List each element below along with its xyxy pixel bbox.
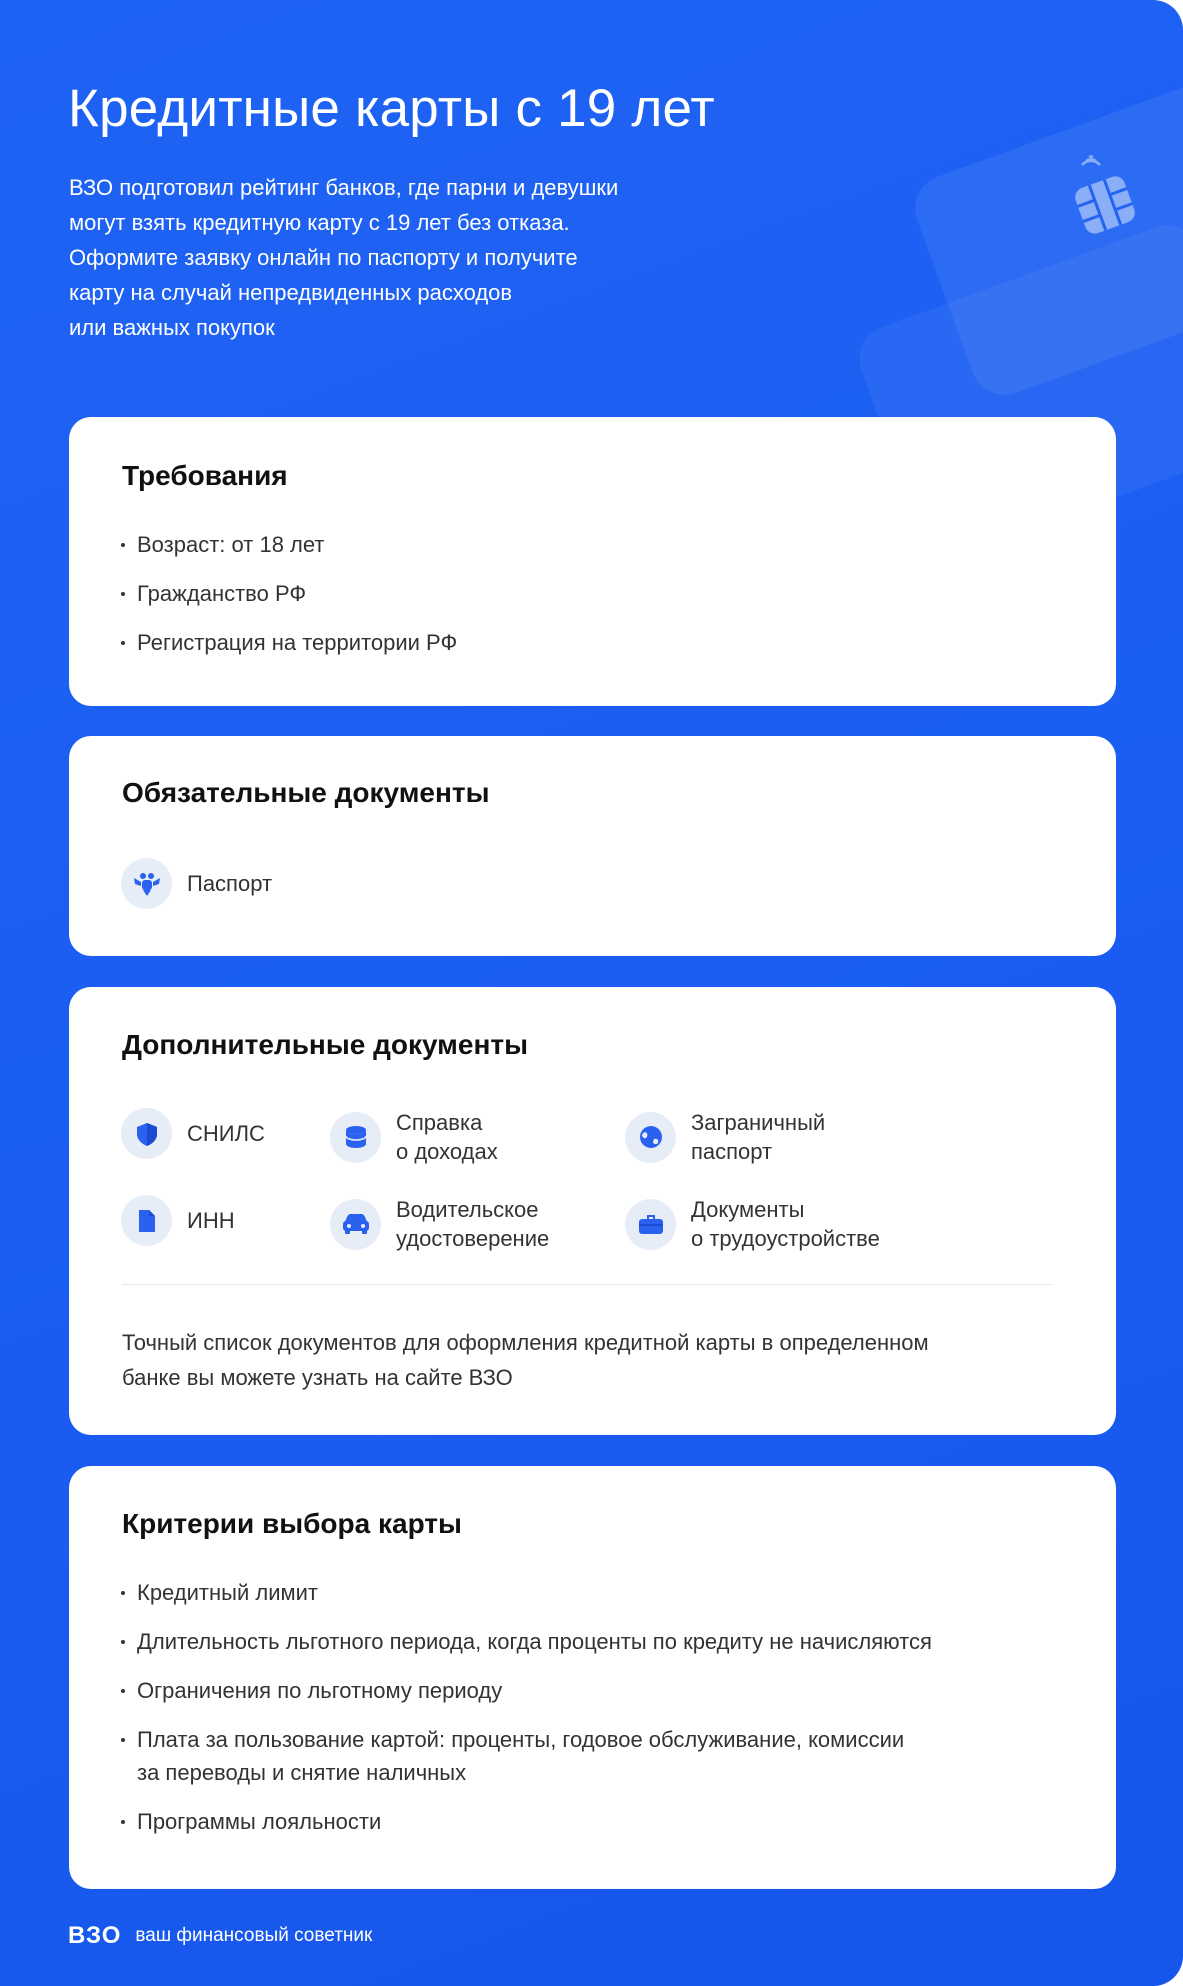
doc-label-line: Паспорт: [187, 871, 273, 896]
intro-line: Оформите заявку онлайн по паспорту и получите: [69, 245, 578, 270]
list-item: [121, 1625, 932, 1658]
doc-icon-circle: [330, 1112, 381, 1163]
intro-line: или важных покупок: [69, 315, 275, 340]
briefcase-icon: [637, 1211, 665, 1237]
list-item-text: Кредитный лимит: [137, 1580, 318, 1605]
criteria-card: [69, 1466, 1116, 1889]
doc-label: [396, 1195, 549, 1253]
mandatory-docs-title: Обязательные документы: [122, 777, 490, 808]
doc-label-line: удостоверение: [396, 1226, 550, 1251]
globe-icon: [638, 1124, 664, 1150]
coins-stack-icon: [343, 1124, 369, 1150]
additional-docs-card: [69, 987, 1116, 1435]
docs-note: [122, 1325, 1062, 1395]
requirements-card: [69, 417, 1116, 706]
doc-label-line: Справка: [396, 1110, 483, 1135]
list-item-text: Программы лояльности: [137, 1809, 382, 1834]
doc-label-line: о трудоустройстве: [691, 1226, 880, 1251]
criteria-title: Критерии выбора карты: [122, 1508, 462, 1539]
note-line: банке вы можете узнать на сайте ВЗО: [122, 1365, 513, 1390]
doc-label: [691, 1195, 880, 1253]
list-item: Возраст: от 18 лет: [121, 528, 457, 561]
intro-line: ВЗО подготовил рейтинг банков, где парни и девушки: [69, 175, 619, 200]
doc-icon-circle: [121, 858, 172, 909]
doc-icon-circle: [121, 1108, 172, 1159]
doc-item-driver-license: [330, 1195, 549, 1253]
doc-label-line: ИНН: [187, 1208, 235, 1233]
contactless-icon: [1076, 143, 1106, 173]
doc-item-employment-docs: [625, 1195, 880, 1253]
divider: [122, 1284, 1053, 1285]
intro-text: [69, 170, 709, 345]
doc-label-line: СНИЛС: [187, 1121, 265, 1146]
doc-icon-circle: [625, 1112, 676, 1163]
doc-label: [691, 1108, 825, 1166]
doc-label-line: Документы: [691, 1197, 805, 1222]
footer: [68, 1922, 372, 1950]
eagle-emblem-icon: [132, 869, 162, 899]
doc-label: [187, 1206, 235, 1235]
list-item: Гражданство РФ: [121, 577, 457, 610]
list-item-text: за переводы и снятие наличных: [137, 1760, 467, 1785]
list-item-text: Длительность льготного периода, когда проценты по кредиту не начисляются: [137, 1629, 932, 1654]
list-item-text: Ограничения по льготному периоду: [137, 1678, 503, 1703]
list-item: [121, 1674, 932, 1707]
car-icon: [341, 1211, 371, 1237]
doc-item-foreign-passport: [625, 1108, 825, 1166]
requirements-title: Требования: [122, 460, 288, 491]
requirements-list: [121, 528, 457, 659]
list-item: [121, 1576, 932, 1609]
document-icon: [135, 1208, 159, 1234]
doc-item-inn: [121, 1195, 235, 1246]
intro-line: могут взять кредитную карту с 19 лет без отказа.: [69, 210, 570, 235]
doc-item-passport: [121, 858, 272, 909]
doc-item-income-certificate: [330, 1108, 498, 1166]
doc-label: [187, 1119, 265, 1148]
footer-tagline: ваш финансовый советник: [135, 1925, 373, 1946]
note-line: Точный список документов для оформления кредитной карты в определенном: [122, 1330, 929, 1355]
intro-line: карту на случай непредвиденных расходов: [69, 280, 513, 305]
shield-icon: [134, 1121, 160, 1147]
doc-label-line: Водительское: [396, 1197, 539, 1222]
list-item: [121, 1723, 932, 1789]
list-item: Регистрация на территории РФ: [121, 626, 457, 659]
doc-icon-circle: [121, 1195, 172, 1246]
additional-docs-title: Дополнительные документы: [122, 1029, 528, 1060]
doc-label-line: о доходах: [396, 1139, 498, 1164]
criteria-list: [121, 1576, 932, 1838]
doc-label-line: паспорт: [691, 1139, 773, 1164]
doc-label: [187, 869, 272, 898]
doc-label-line: Заграничный: [691, 1110, 826, 1135]
doc-icon-circle: [625, 1199, 676, 1250]
doc-label: [396, 1108, 498, 1166]
mandatory-docs-card: [69, 736, 1116, 956]
page-title: Кредитные карты с 19 лет: [68, 79, 715, 138]
list-item: [121, 1805, 932, 1838]
doc-item-snils: [121, 1108, 265, 1159]
list-item-text: Плата за пользование картой: проценты, годовое обслуживание, комиссии: [137, 1727, 905, 1752]
vzo-logo: ВЗО: [68, 1922, 122, 1949]
doc-icon-circle: [330, 1199, 381, 1250]
